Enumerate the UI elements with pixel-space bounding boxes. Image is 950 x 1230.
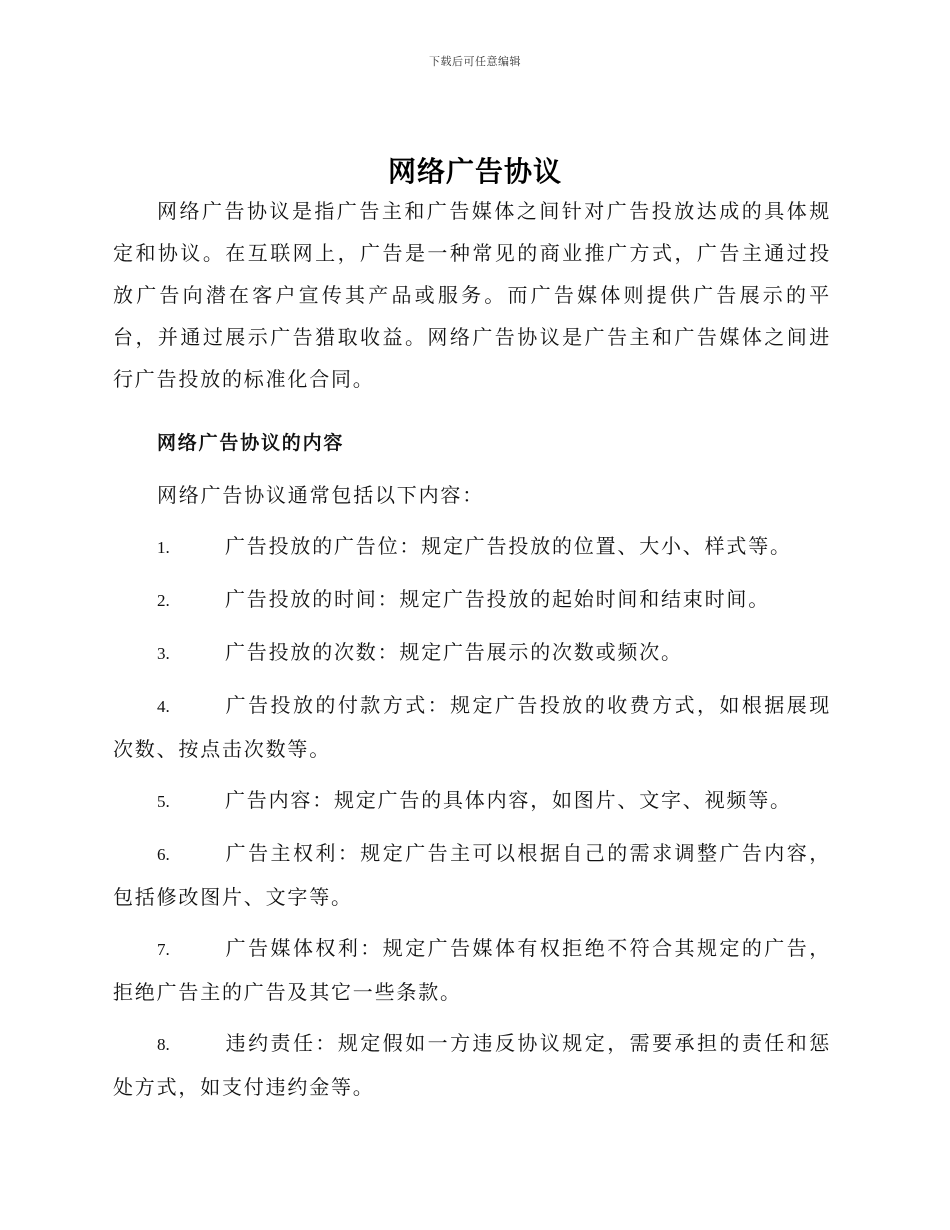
list-item [113,832,831,918]
list-item-text: 违约责任：规定假如一方违反协议规定，需要承担的责任和惩处方式，如支付违约金等。 [113,1031,831,1099]
document-title: 网络广告协议 [387,155,562,188]
list-item [113,779,831,823]
list-item-text: 广告投放的广告位：规定广告投放的位置、大小、样式等。 [225,534,792,558]
list-item-number: 2. [157,591,170,610]
list-item-number: 1. [157,538,170,557]
list-item-text: 广告媒体权利：规定广告媒体有权拒绝不符合其规定的广告，拒绝广告主的广告及其它一些条款。 [113,936,831,1004]
list-item-number: 4. [157,697,170,716]
list-item-text: 广告投放的次数：规定广告展示的次数或频次。 [225,640,683,664]
document-body [113,190,831,1108]
list-item-number: 5. [157,792,170,811]
list-item [113,927,831,1013]
list-item-number: 7. [157,940,170,959]
list-item-text: 广告内容：规定广告的具体内容，如图片、文字、视频等。 [225,788,792,812]
list-item-number: 3. [157,644,170,663]
list-item-text: 广告投放的时间：规定广告投放的起始时间和结束时间。 [225,587,770,611]
list-item [113,631,831,675]
list-item-text: 广告主权利：规定广告主可以根据自己的需求调整广告内容，包括修改图片、文字等。 [113,841,831,909]
list-item-number: 6. [157,845,170,864]
list-item [113,1022,831,1108]
section-heading: 网络广告协议的内容 [157,432,345,454]
lead-paragraph: 网络广告协议通常包括以下内容： [157,483,484,507]
list-item-number: 8. [157,1035,170,1054]
intro-paragraph: 网络广告协议是指广告主和广告媒体之间针对广告投放达成的具体规定和协议。在互联网上，广告是一种常见的商业推广方式，广告主通过投放广告向潜在客户宣传其产品或服务。而广告媒体则提供广告展示的平台，并通过展示广告猎取收益。网络广告协议是广告主和广告媒体之间进行广告投放的标准化合同。 [113,199,831,391]
list-item [113,578,831,622]
content-list [113,525,831,1108]
list-item-text: 广告投放的付款方式：规定广告投放的收费方式，如根据展现次数、按点击次数等。 [113,693,831,761]
header-note: 下载后可任意编辑 [429,55,521,68]
list-item [113,684,831,770]
list-item [113,525,831,569]
